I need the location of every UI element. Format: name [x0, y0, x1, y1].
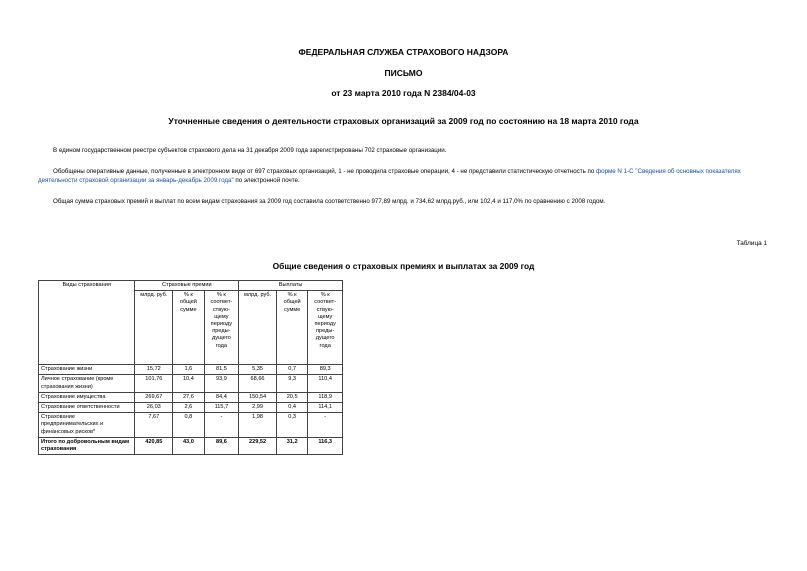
- document-type: ПИСЬМО: [384, 68, 423, 78]
- subheader-premium-amount: млрд. руб.: [135, 291, 173, 365]
- cell: -: [204, 413, 239, 438]
- row-type: Личное страхование (кроме страхования жизни): [39, 375, 135, 392]
- table-title: Общие сведения о страховых премиях и выплатах за 2009 год: [272, 261, 535, 271]
- table-label: Таблица 1: [736, 240, 767, 247]
- row-type: Страхование предпринимательских и финансовых рисков*: [39, 413, 135, 438]
- table-row: [39, 403, 343, 413]
- cell: 10,4: [173, 375, 204, 392]
- paragraph-data-text: Обобщены оперативные данные, полученные в электронном виде от 697 страховых организаций, 1 - не проводила страховые операции, 4 - не представили статистическую отчетность по: [53, 168, 597, 175]
- cell: 2,6: [173, 403, 204, 413]
- cell: 5,35: [239, 365, 277, 375]
- cell: 9,3: [276, 375, 307, 392]
- cell: 0,4: [276, 403, 307, 413]
- cell: 101,76: [135, 375, 173, 392]
- cell: 110,4: [308, 375, 343, 392]
- cell: 7,67: [135, 413, 173, 438]
- cell: 26,03: [135, 403, 173, 413]
- cell: 269,67: [135, 392, 173, 402]
- table-row: [39, 392, 343, 402]
- cell: 116,3: [308, 437, 343, 454]
- cell: 27,6: [173, 392, 204, 402]
- insurance-table: [38, 280, 343, 455]
- cell: 89,6: [204, 437, 239, 454]
- paragraph-registry: [38, 146, 773, 155]
- form-1c-link[interactable]: форме N 1-С "Сведения об основных показателях деятельности страховой организации за январь-декабрь 2009 года": [38, 168, 741, 184]
- cell: 118,9: [308, 392, 343, 402]
- cell: 15,72: [135, 365, 173, 375]
- cell: 89,3: [308, 365, 343, 375]
- header-insurance-type: Виды страхования: [39, 281, 135, 365]
- cell: 1,98: [239, 413, 277, 438]
- document-subject: Уточненные сведения о деятельности страховых организаций за 2009 год по состоянию на 18 марта 2010 года: [168, 116, 639, 126]
- paragraph-totals-text: Общая сумма страховых премий и выплат по всем видам страхования за 2009 год составила соответственно 977,89 млрд. и 734,62 млрд.руб., или 102,4 и 117,0% по сравнению с 2008 годом.: [53, 198, 606, 205]
- cell: 0,8: [173, 413, 204, 438]
- cell: 229,52: [239, 437, 277, 454]
- document-date: от 23 марта 2010 года N 2384/04-03: [331, 88, 476, 98]
- paragraph-totals: [38, 197, 773, 206]
- cell: 93,9: [204, 375, 239, 392]
- cell: 114,1: [308, 403, 343, 413]
- table-row: [39, 375, 343, 392]
- cell: 81,5: [204, 365, 239, 375]
- cell: 1,6: [173, 365, 204, 375]
- cell: 31,2: [276, 437, 307, 454]
- table-row: [39, 365, 343, 375]
- row-type: Страхование имущества: [39, 392, 135, 402]
- cell: 68,66: [239, 375, 277, 392]
- row-type: Страхование жизни: [39, 365, 135, 375]
- cell: 0,7: [276, 365, 307, 375]
- cell: 43,0: [173, 437, 204, 454]
- cell: 150,54: [239, 392, 277, 402]
- cell: -: [308, 413, 343, 438]
- header-premiums: Страховые премии: [135, 281, 239, 291]
- cell: 84,4: [204, 392, 239, 402]
- subheader-premium-share: % к общей сумме: [173, 291, 204, 365]
- subheader-payment-amount: млрд. руб.: [239, 291, 277, 365]
- cell: 420,85: [135, 437, 173, 454]
- cell: 115,7: [204, 403, 239, 413]
- cell: 2,99: [239, 403, 277, 413]
- paragraph-data: [38, 167, 773, 185]
- header-payments: Выплаты: [239, 281, 343, 291]
- paragraph-registry-text: В едином государственном реестре субъектов страхового дела на 31 декабря 2009 года зарегистрированы 702 страховые организации.: [53, 147, 447, 154]
- cell: 20,5: [276, 392, 307, 402]
- table-row: [39, 413, 343, 438]
- subheader-payment-share: % к общей сумме: [276, 291, 307, 365]
- cell: 0,3: [276, 413, 307, 438]
- row-type: Итого по добровольным видам страхования: [39, 437, 135, 454]
- agency-title: ФЕДЕРАЛЬНАЯ СЛУЖБА СТРАХОВОГО НАДЗОРА: [298, 47, 509, 57]
- subheader-premium-change: % к соответ-ствую-щему периоду преды-дущего года: [204, 291, 239, 365]
- row-type: Страхование ответственности: [39, 403, 135, 413]
- paragraph-data-tail: по электронной почте.: [233, 177, 300, 184]
- table-row-total: [39, 437, 343, 454]
- subheader-payment-change: % к соответ-ствую-щему периоду преды-дущего года: [308, 291, 343, 365]
